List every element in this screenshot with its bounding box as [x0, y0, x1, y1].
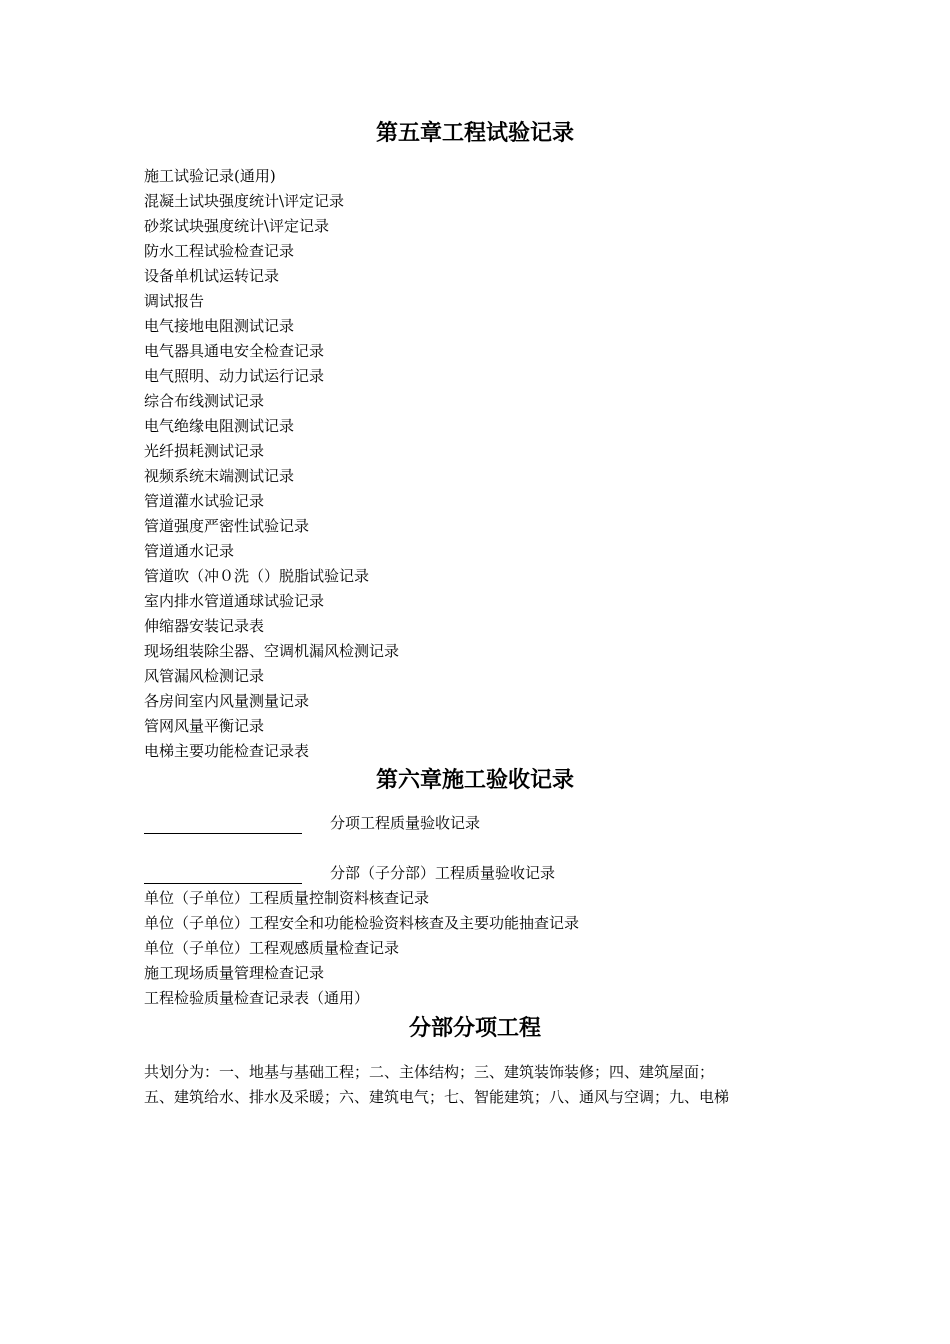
list-item: 电梯主要功能检查记录表 [144, 742, 310, 760]
list-item: 光纤损耗测试记录 [144, 442, 265, 460]
paragraph-line: 五、建筑给水、排水及采暖；六、建筑电气；七、智能建筑；八、通风与空调；九、电梯 [144, 1088, 730, 1106]
list-item: 设备单机试运转记录 [144, 267, 280, 285]
list-item: 管网风量平衡记录 [144, 717, 265, 735]
list-item: 电气接地电阻测试记录 [144, 317, 295, 335]
fill-in-underline [144, 833, 302, 834]
paragraph-line: 共划分为：一、地基与基础工程；二、主体结构；三、建筑装饰装修；四、建筑屋面； [144, 1063, 715, 1081]
list-item: 管道通水记录 [144, 542, 235, 560]
list-item: 各房间室内风量测量记录 [144, 692, 310, 710]
list-item: 风管漏风检测记录 [144, 667, 265, 685]
list-item: 电气器具通电安全检查记录 [144, 342, 325, 360]
chapter6-record-list [144, 886, 579, 1011]
list-item: 伸缩器安装记录表 [144, 617, 265, 635]
underlined-list-item [144, 811, 844, 836]
list-item: 施工试验记录(通用) [144, 167, 276, 185]
list-item: 管道灌水试验记录 [144, 492, 265, 510]
list-item: 管道吹（冲０洗（）脱脂试验记录 [144, 567, 370, 585]
underlined-item-label: 分部（子分部）工程质量验收记录 [330, 864, 556, 882]
list-item: 现场组装除尘器、空调机漏风检测记录 [144, 642, 400, 660]
underlined-list-item [144, 861, 844, 886]
list-item: 单位（子单位）工程质量控制资料核查记录 [144, 889, 430, 907]
list-item: 调试报告 [144, 292, 205, 310]
list-item: 单位（子单位）工程安全和功能检验资料核查及主要功能抽查记录 [144, 914, 580, 932]
underlined-item-label: 分项工程质量验收记录 [330, 814, 481, 832]
list-item: 单位（子单位）工程观感质量检查记录 [144, 939, 400, 957]
list-item: 混凝土试块强度统计\评定记录 [144, 192, 345, 210]
list-item: 砂浆试块强度统计\评定记录 [144, 217, 330, 235]
list-item: 管道强度严密性试验记录 [144, 517, 310, 535]
list-item: 防水工程试验检查记录 [144, 242, 295, 260]
division-paragraph [144, 1060, 824, 1110]
list-item: 电气绝缘电阻测试记录 [144, 417, 295, 435]
list-item: 综合布线测试记录 [144, 392, 265, 410]
list-item: 施工现场质量管理检查记录 [144, 964, 325, 982]
chapter5-record-list [144, 164, 399, 764]
list-item: 室内排水管道通球试验记录 [144, 592, 325, 610]
section3-title: 分部分项工程 [408, 1015, 541, 1041]
list-item: 电气照明、动力试运行记录 [144, 367, 325, 385]
list-item: 工程检验质量检查记录表（通用） [144, 989, 370, 1007]
chapter5-title: 第五章工程试验记录 [375, 120, 574, 146]
fill-in-underline [144, 883, 302, 884]
list-item: 视频系统末端测试记录 [144, 467, 295, 485]
chapter6-title: 第六章施工验收记录 [375, 767, 574, 793]
